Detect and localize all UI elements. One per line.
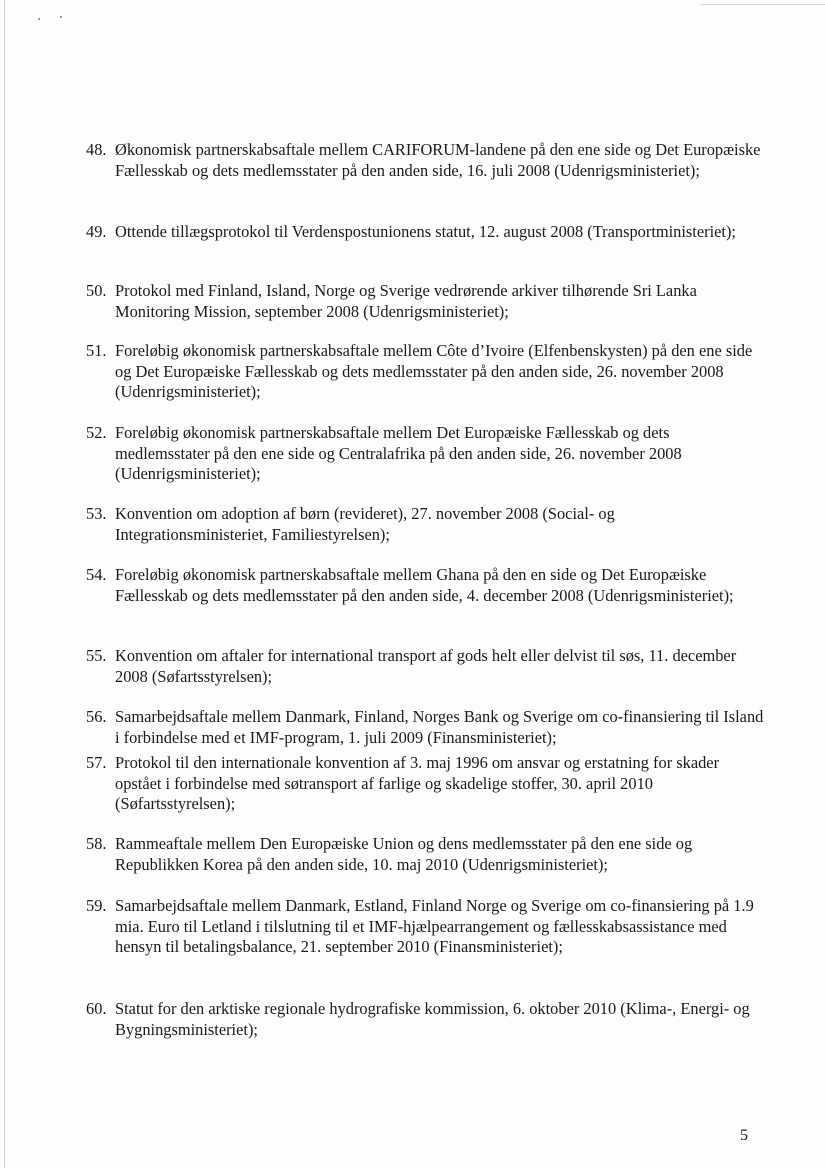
list-item xyxy=(86,281,766,322)
list-item xyxy=(86,423,766,485)
item-text: Samarbejdsaftale mellem Danmark, Estland, Finland Norge og Sverige om co-finansiering på 1.9 mia. Euro til Letland i tilslutning til et IMF-hjælpearrangement og fællesskabsassistance med hensyn til betalingsbalance, 21. september 2010 (Finansministeriet); xyxy=(115,896,754,956)
scan-edge-line xyxy=(700,4,825,5)
item-number: 55. xyxy=(86,646,107,665)
item-number: 53. xyxy=(86,504,107,523)
item-number: 54. xyxy=(86,565,107,584)
list-item xyxy=(86,834,766,875)
item-text: Rammeaftale mellem Den Europæiske Union og dens medlemsstater på den ene side og Republikken Korea på den anden side, 10. maj 2010 (Udenrigsministeriet); xyxy=(115,834,693,874)
item-text: Ottende tillægsprotokol til Verdenspostunionens statut, 12. august 2008 (Transportministeriet); xyxy=(115,222,736,241)
item-text: Statut for den arktiske regionale hydrografiske kommission, 6. oktober 2010 (Klima-, Energi- og Bygningsministeriet); xyxy=(115,999,750,1039)
scan-speck xyxy=(38,18,40,20)
list-item xyxy=(86,999,766,1040)
item-text: Konvention om aftaler for international transport af gods helt eller delvist til søs, 11. december 2008 (Søfartsstyrelsen); xyxy=(115,646,737,686)
list-item xyxy=(86,646,766,687)
item-number: 51. xyxy=(86,341,107,360)
list-item xyxy=(86,707,766,748)
item-number: 58. xyxy=(86,834,107,853)
item-number: 52. xyxy=(86,423,107,442)
item-text: Foreløbig økonomisk partnerskabsaftale mellem Côte d’Ivoire (Elfenbenskysten) på den ene side og Det Europæiske Fællesskab og dets medlemsstater på den anden side, 26. november 2008 (Udenrigsministeriet); xyxy=(115,341,753,401)
list-item xyxy=(86,896,766,958)
item-number: 59. xyxy=(86,896,107,915)
list-item xyxy=(86,140,766,181)
item-text: Foreløbig økonomisk partnerskabsaftale mellem Det Europæiske Fællesskab og dets medlemsstater på den ene side og Centralafrika på den anden side, 26. november 2008 (Udenrigsministeriet); xyxy=(115,423,682,483)
item-number: 56. xyxy=(86,707,107,726)
page-number: 5 xyxy=(740,1127,748,1144)
item-number: 60. xyxy=(86,999,107,1018)
item-number: 49. xyxy=(86,222,107,241)
item-text: Samarbejdsaftale mellem Danmark, Finland, Norges Bank og Sverige om co-finansiering til Island i forbindelse med et IMF-program, 1. juli 2009 (Finansministeriet); xyxy=(115,707,764,747)
item-text: Protokol til den internationale konvention af 3. maj 1996 om ansvar og erstatning for skader opstået i forbindelse med søtransport af farlige og skadelige stoffer, 30. april 2010 (Søfartsstyrelsen); xyxy=(115,753,720,813)
item-text: Protokol med Finland, Island, Norge og Sverige vedrørende arkiver tilhørende Sri Lanka Monitoring Mission, september 2008 (Udenrigsministeriet); xyxy=(115,281,697,321)
item-text: Foreløbig økonomisk partnerskabsaftale mellem Ghana på den en side og Det Europæiske Fællesskab og dets medlemsstater på den anden side, 4. december 2008 (Udenrigsministeriet); xyxy=(115,565,734,605)
list-item xyxy=(86,504,766,545)
list-item xyxy=(86,753,766,815)
item-number: 48. xyxy=(86,140,107,159)
item-text: Konvention om adoption af børn (revideret), 27. november 2008 (Social- og Integrationsministeriet, Familiestyrelsen); xyxy=(115,504,615,544)
item-number: 57. xyxy=(86,753,107,772)
list-item xyxy=(86,222,766,243)
item-number: 50. xyxy=(86,281,107,300)
item-text: Økonomisk partnerskabsaftale mellem CARIFORUM-landene på den ene side og Det Europæiske Fællesskab og dets medlemsstater på den anden side, 16. juli 2008 (Udenrigsministeriet); xyxy=(115,140,761,180)
scan-speck xyxy=(60,16,62,18)
scan-edge-line xyxy=(4,0,5,1168)
list-item xyxy=(86,565,766,606)
list-item xyxy=(86,341,766,403)
